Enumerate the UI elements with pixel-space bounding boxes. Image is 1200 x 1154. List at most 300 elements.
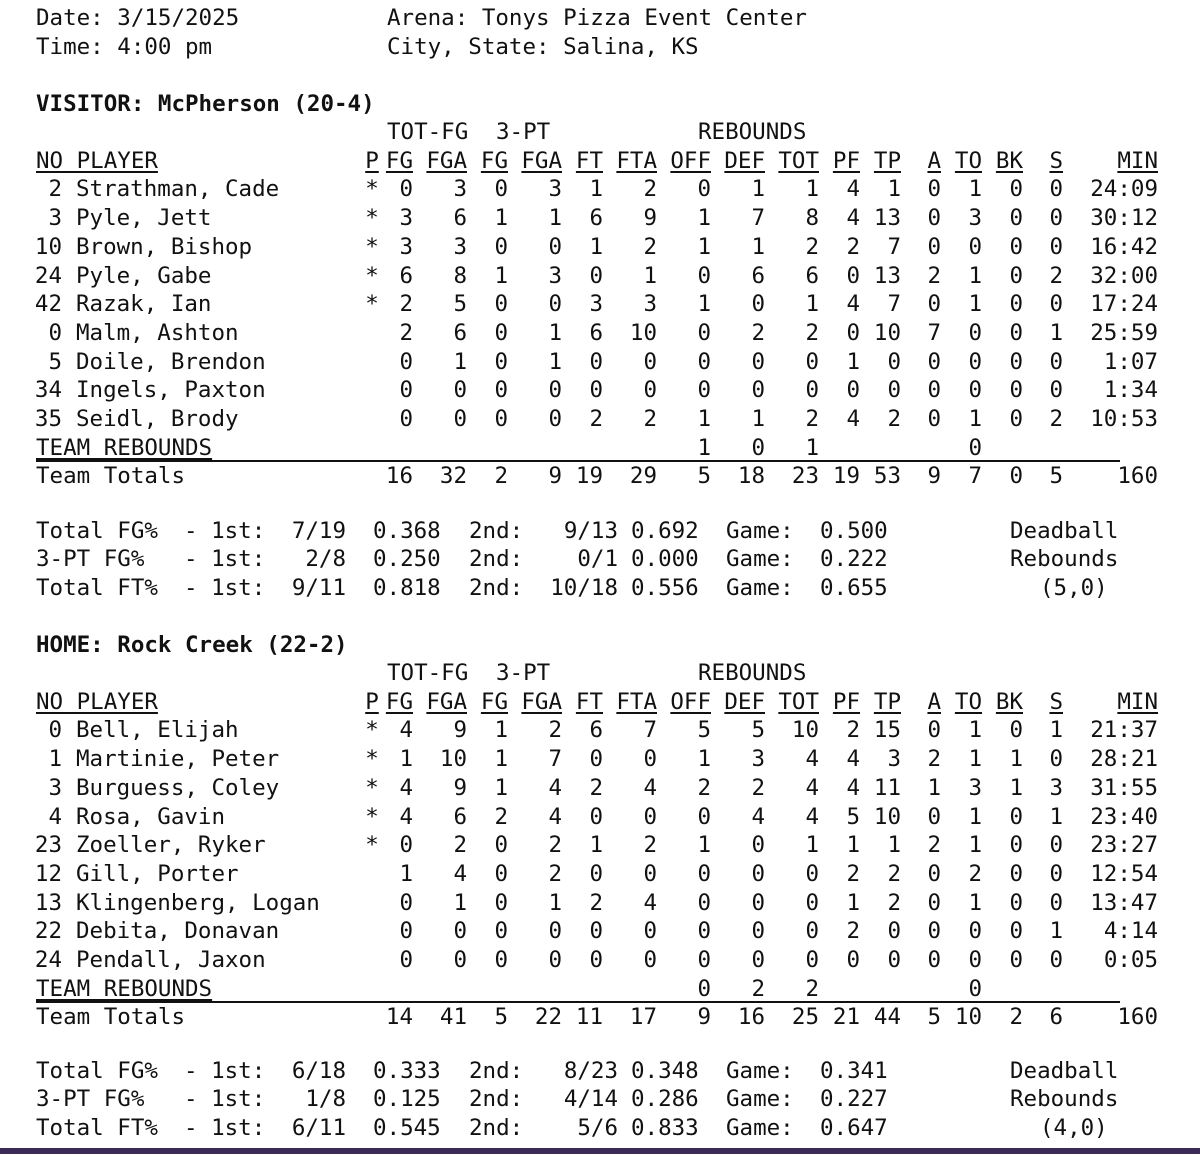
stat-min: 13:47 xyxy=(1090,889,1158,916)
player-row xyxy=(0,831,1200,859)
stat-fga: 9 xyxy=(453,774,467,801)
player-name: Seidl, Brody xyxy=(76,406,239,432)
col-min: MIN xyxy=(1117,688,1158,715)
team-reb-tot: 2 xyxy=(805,975,819,1002)
stat-fg: 0 xyxy=(399,889,413,916)
stat-def: 0 xyxy=(751,291,765,318)
stat-fga: 10 xyxy=(439,746,467,773)
stat-bk: 0 xyxy=(1009,406,1023,432)
pct-label: 3-PT FG% xyxy=(36,546,145,573)
player-name: Ingels, Paxton xyxy=(76,377,266,404)
stat-min: 21:37 xyxy=(1090,717,1158,744)
stat-bk: 1 xyxy=(1009,746,1023,773)
first-half-label: - 1st: xyxy=(184,1058,266,1084)
deadball-line-2 xyxy=(0,1085,1200,1113)
player-number: 4 xyxy=(48,803,62,830)
team-rebounds-label: TEAM REBOUNDS xyxy=(36,975,213,1002)
player-name: Rosa, Gavin xyxy=(76,803,226,830)
column-header-row xyxy=(0,147,1200,175)
stat-min: 16:42 xyxy=(1090,233,1158,260)
stat-fg: 3 xyxy=(399,205,413,232)
first-half-label: - 1st: xyxy=(184,546,266,573)
total-bk: 0 xyxy=(1009,463,1023,490)
player-number: 35 xyxy=(34,406,62,432)
stat-fga: 0 xyxy=(453,947,467,973)
stat-fta: 0 xyxy=(643,803,657,830)
deadball-rebounds-label: Rebounds xyxy=(1010,1086,1119,1113)
stat-def: 1 xyxy=(751,176,765,203)
game-date: Date: 3/15/2025 xyxy=(36,5,240,31)
stat-tp: 7 xyxy=(887,233,901,260)
stat-fta: 2 xyxy=(643,832,657,859)
stat-a: 0 xyxy=(927,233,941,260)
stat-bk: 0 xyxy=(1009,860,1023,887)
first-half-made-att: 6/18 xyxy=(291,1058,346,1084)
col-pf: PF xyxy=(832,688,860,715)
stat-fga3: 4 xyxy=(548,774,562,801)
stat-off: 0 xyxy=(697,176,711,203)
second-half-made-att: 8/23 xyxy=(563,1058,618,1084)
player-row xyxy=(0,376,1200,404)
col-pf: PF xyxy=(832,147,860,174)
stat-min: 1:07 xyxy=(1103,348,1158,375)
stat-to: 1 xyxy=(968,889,982,916)
game-label: Game: xyxy=(726,518,794,544)
total-min: 160 xyxy=(1117,1004,1158,1031)
stat-tp: 1 xyxy=(887,176,901,203)
stat-to: 3 xyxy=(968,774,982,801)
stat-tp: 13 xyxy=(873,262,901,289)
stat-to: 1 xyxy=(968,803,982,830)
player-number: 5 xyxy=(48,348,62,375)
total-s: 5 xyxy=(1049,463,1063,490)
stat-a: 2 xyxy=(927,832,941,859)
second-half-pct: 0.692 xyxy=(631,518,699,544)
stat-s: 0 xyxy=(1049,176,1063,203)
stat-min: 0:05 xyxy=(1103,947,1158,973)
player-number: 0 xyxy=(48,717,62,744)
stat-s: 1 xyxy=(1049,803,1063,830)
stat-a: 0 xyxy=(927,348,941,375)
stat-off: 0 xyxy=(697,947,711,973)
stat-min: 31:55 xyxy=(1090,774,1158,801)
stat-fta: 0 xyxy=(643,947,657,973)
deadball-line-3 xyxy=(0,574,1200,602)
stat-tot: 0 xyxy=(805,348,819,375)
stat-s: 0 xyxy=(1049,348,1063,375)
player-row xyxy=(0,917,1200,945)
stat-tot: 2 xyxy=(805,319,819,346)
stat-pf: 4 xyxy=(846,291,860,318)
stat-fta: 1 xyxy=(643,262,657,289)
stat-pf: 2 xyxy=(846,717,860,744)
first-half-made-att: 7/19 xyxy=(291,518,346,544)
stat-fta: 2 xyxy=(643,233,657,260)
stat-ft: 0 xyxy=(589,803,603,830)
stat-off: 0 xyxy=(697,860,711,887)
col-to: TO xyxy=(954,688,982,715)
stat-fta: 0 xyxy=(643,918,657,945)
col-fg: FG xyxy=(385,147,413,174)
player-number: 23 xyxy=(34,832,62,859)
stat-pf: 4 xyxy=(846,205,860,232)
stat-fga3: 1 xyxy=(548,348,562,375)
stat-ft: 1 xyxy=(589,233,603,260)
player-number: 24 xyxy=(34,262,62,289)
total-fg3: 2 xyxy=(494,463,508,490)
stat-fga: 5 xyxy=(453,291,467,318)
stat-def: 0 xyxy=(751,889,765,916)
stat-a: 0 xyxy=(927,889,941,916)
stat-fga3: 2 xyxy=(548,717,562,744)
stat-bk: 0 xyxy=(1009,832,1023,859)
stat-def: 0 xyxy=(751,377,765,404)
stat-off: 0 xyxy=(697,319,711,346)
stat-ft: 2 xyxy=(589,406,603,432)
stat-a: 2 xyxy=(927,746,941,773)
stat-fg: 0 xyxy=(399,348,413,375)
col-fga: FGA xyxy=(426,147,467,174)
stat-fta: 9 xyxy=(643,205,657,232)
visitor-title: VISITOR: McPherson (20-4) xyxy=(36,91,375,117)
stat-def: 5 xyxy=(751,717,765,744)
stat-fga3: 0 xyxy=(548,377,562,404)
stat-def: 0 xyxy=(751,918,765,945)
stat-p: * xyxy=(365,717,379,744)
stat-def: 7 xyxy=(751,205,765,232)
pct-label: Total FG% xyxy=(36,518,158,544)
player-name: Brown, Bishop xyxy=(76,233,253,260)
stat-tot: 2 xyxy=(805,233,819,260)
total-fga3: 22 xyxy=(534,1004,562,1031)
stat-bk: 0 xyxy=(1009,205,1023,232)
first-half-label: - 1st: xyxy=(184,518,266,544)
stat-fga3: 0 xyxy=(548,947,562,973)
total-fg: 16 xyxy=(385,463,413,490)
stat-off: 5 xyxy=(697,717,711,744)
player-row xyxy=(0,716,1200,744)
stat-pf: 4 xyxy=(846,176,860,203)
team-reb-def: 0 xyxy=(751,434,765,461)
stat-p: * xyxy=(365,205,379,232)
header-row-2 xyxy=(0,33,699,61)
player-name: Klingenberg, Logan xyxy=(76,889,320,916)
stat-fg: 0 xyxy=(399,176,413,203)
col-fga: FGA xyxy=(426,688,467,715)
stat-tp: 0 xyxy=(887,947,901,973)
column-header-row xyxy=(0,688,1200,716)
stat-tot: 4 xyxy=(805,746,819,773)
player-number: 2 xyxy=(48,176,62,203)
stat-fga: 6 xyxy=(453,803,467,830)
stat-fg3: 0 xyxy=(494,832,508,859)
stat-s: 2 xyxy=(1049,406,1063,432)
first-half-pct: 0.818 xyxy=(373,574,441,601)
stat-fga: 2 xyxy=(453,832,467,859)
stat-s: 1 xyxy=(1049,717,1063,744)
team-totals-label: Team Totals xyxy=(36,463,186,490)
stat-fga: 8 xyxy=(453,262,467,289)
stat-tp: 13 xyxy=(873,205,901,232)
stat-tp: 10 xyxy=(873,803,901,830)
group-rebounds-label: REBOUNDS xyxy=(698,660,807,686)
first-half-pct: 0.545 xyxy=(373,1114,441,1141)
stat-ft: 6 xyxy=(589,205,603,232)
stat-fg3: 0 xyxy=(494,348,508,375)
stat-off: 0 xyxy=(697,262,711,289)
stat-s: 0 xyxy=(1049,947,1063,973)
stat-fga: 9 xyxy=(453,717,467,744)
stat-p: * xyxy=(365,176,379,203)
stat-tot: 0 xyxy=(805,377,819,404)
total-min: 160 xyxy=(1117,463,1158,490)
col-no-player: NO PLAYER xyxy=(36,688,158,715)
stat-pf: 2 xyxy=(846,860,860,887)
second-half-pct: 0.000 xyxy=(631,546,699,573)
stat-tp: 15 xyxy=(873,717,901,744)
player-name: Burguess, Coley xyxy=(76,774,280,801)
stat-a: 7 xyxy=(927,319,941,346)
stat-to: 0 xyxy=(968,319,982,346)
stat-fg3: 0 xyxy=(494,233,508,260)
stat-off: 0 xyxy=(697,889,711,916)
pct-label: 3-PT FG% xyxy=(36,1086,145,1113)
game-pct: 0.655 xyxy=(820,574,888,601)
stat-ft: 3 xyxy=(589,291,603,318)
player-number: 34 xyxy=(34,377,62,404)
first-half-pct: 0.250 xyxy=(373,546,441,573)
stat-fg: 0 xyxy=(399,832,413,859)
stat-ft: 0 xyxy=(589,348,603,375)
stat-tp: 2 xyxy=(887,406,901,432)
col-tp: TP xyxy=(873,147,901,174)
first-half-label: - 1st: xyxy=(184,1086,266,1113)
stat-off: 0 xyxy=(697,918,711,945)
group-tot-fg-label: TOT-FG xyxy=(387,660,469,686)
stat-off: 2 xyxy=(697,774,711,801)
col-p: P xyxy=(365,688,379,715)
stat-fta: 0 xyxy=(643,348,657,375)
stat-s: 0 xyxy=(1049,832,1063,859)
stat-def: 0 xyxy=(751,947,765,973)
stat-fg: 0 xyxy=(399,918,413,945)
stat-fta: 0 xyxy=(643,377,657,404)
player-name: Martinie, Peter xyxy=(76,746,280,773)
player-row xyxy=(0,204,1200,232)
stat-off: 1 xyxy=(697,746,711,773)
stat-pf: 0 xyxy=(846,262,860,289)
stat-fg3: 0 xyxy=(494,947,508,973)
stat-ft: 6 xyxy=(589,319,603,346)
stat-to: 1 xyxy=(968,176,982,203)
stat-min: 10:53 xyxy=(1090,406,1158,432)
col-fta: FTA xyxy=(616,147,657,174)
stat-def: 2 xyxy=(751,319,765,346)
stat-fga: 4 xyxy=(453,860,467,887)
total-ft: 19 xyxy=(575,463,603,490)
first-half-label: - 1st: xyxy=(184,1114,266,1141)
first-half-label: - 1st: xyxy=(184,574,266,601)
stat-ft: 2 xyxy=(589,889,603,916)
second-half-label: 2nd: xyxy=(469,1114,524,1141)
stat-fga3: 7 xyxy=(548,746,562,773)
stat-to: 2 xyxy=(968,860,982,887)
col-min: MIN xyxy=(1117,147,1158,174)
stat-fg: 4 xyxy=(399,717,413,744)
total-to: 7 xyxy=(968,463,982,490)
stat-fta: 7 xyxy=(643,717,657,744)
stat-fg3: 1 xyxy=(494,746,508,773)
pct-label: Total FT% xyxy=(36,574,158,601)
stat-a: 0 xyxy=(927,291,941,318)
stat-ft: 2 xyxy=(589,774,603,801)
stat-min: 24:09 xyxy=(1090,176,1158,203)
second-half-pct: 0.833 xyxy=(631,1114,699,1141)
total-tp: 53 xyxy=(873,463,901,490)
stat-bk: 0 xyxy=(1009,176,1023,203)
group-3pt-label: 3-PT xyxy=(496,660,551,686)
stat-s: 0 xyxy=(1049,233,1063,260)
stat-bk: 0 xyxy=(1009,889,1023,916)
col-fta: FTA xyxy=(616,688,657,715)
stat-bk: 0 xyxy=(1009,377,1023,404)
col-s: S xyxy=(1049,688,1063,715)
stat-bk: 0 xyxy=(1009,233,1023,260)
stat-a: 1 xyxy=(927,774,941,801)
stat-min: 4:14 xyxy=(1103,918,1158,945)
stat-tp: 3 xyxy=(887,746,901,773)
stat-fga3: 0 xyxy=(548,918,562,945)
stat-ft: 1 xyxy=(589,176,603,203)
player-row xyxy=(0,290,1200,318)
stat-fg3: 1 xyxy=(494,262,508,289)
game-pct: 0.500 xyxy=(820,518,888,544)
stat-fga: 0 xyxy=(453,918,467,945)
stat-tot: 6 xyxy=(805,262,819,289)
stat-min: 32:00 xyxy=(1090,262,1158,289)
stat-fg3: 1 xyxy=(494,717,508,744)
stat-fg3: 0 xyxy=(494,860,508,887)
col-def: DEF xyxy=(724,688,765,715)
stat-off: 1 xyxy=(697,291,711,318)
stat-s: 1 xyxy=(1049,319,1063,346)
stat-a: 0 xyxy=(927,205,941,232)
player-number: 22 xyxy=(34,918,62,945)
pct-label: Total FG% xyxy=(36,1058,158,1084)
player-number: 13 xyxy=(34,889,62,916)
stat-fga3: 4 xyxy=(548,803,562,830)
player-row xyxy=(0,262,1200,290)
stat-tot: 0 xyxy=(805,860,819,887)
player-name: Gill, Porter xyxy=(76,860,239,887)
stat-min: 1:34 xyxy=(1103,377,1158,404)
stat-fg: 0 xyxy=(399,377,413,404)
stat-ft: 0 xyxy=(589,947,603,973)
second-half-pct: 0.286 xyxy=(631,1086,699,1113)
game-label: Game: xyxy=(726,574,794,601)
city-state: City, State: Salina, KS xyxy=(387,34,699,60)
stat-to: 0 xyxy=(968,233,982,260)
stat-to: 1 xyxy=(968,291,982,318)
stat-min: 12:54 xyxy=(1090,860,1158,887)
second-half-label: 2nd: xyxy=(469,546,524,573)
col-tot: TOT xyxy=(778,688,819,715)
first-half-made-att: 1/8 xyxy=(305,1086,346,1113)
group-3pt-label: 3-PT xyxy=(496,119,551,145)
col-p: P xyxy=(365,147,379,174)
stat-s: 0 xyxy=(1049,746,1063,773)
stat-p: * xyxy=(365,803,379,830)
stat-p: * xyxy=(365,774,379,801)
stat-tp: 0 xyxy=(887,348,901,375)
stat-tot: 4 xyxy=(805,774,819,801)
player-row xyxy=(0,405,1200,433)
stat-tot: 10 xyxy=(791,717,819,744)
col-no-player: NO PLAYER xyxy=(36,147,158,174)
stat-bk: 0 xyxy=(1009,291,1023,318)
col-bk: BK xyxy=(995,688,1023,715)
player-number: 12 xyxy=(34,860,62,887)
stat-tot: 8 xyxy=(805,205,819,232)
stat-tot: 2 xyxy=(805,406,819,432)
stat-fg: 0 xyxy=(399,406,413,432)
stat-s: 2 xyxy=(1049,262,1063,289)
total-pf: 21 xyxy=(832,1004,860,1031)
player-row xyxy=(0,745,1200,773)
player-row xyxy=(0,348,1200,376)
stat-fga3: 2 xyxy=(548,860,562,887)
stat-bk: 0 xyxy=(1009,262,1023,289)
team-rebounds-label: TEAM REBOUNDS xyxy=(36,434,213,461)
stat-fg3: 1 xyxy=(494,205,508,232)
player-number: 42 xyxy=(34,291,62,318)
col-fg3: FG xyxy=(480,688,508,715)
stat-fga3: 0 xyxy=(548,233,562,260)
total-a: 9 xyxy=(927,463,941,490)
stat-s: 0 xyxy=(1049,291,1063,318)
stat-pf: 0 xyxy=(846,319,860,346)
stat-fga3: 1 xyxy=(548,319,562,346)
stat-fga3: 1 xyxy=(548,889,562,916)
stat-a: 2 xyxy=(927,262,941,289)
total-s: 6 xyxy=(1049,1004,1063,1031)
stat-fta: 2 xyxy=(643,176,657,203)
player-row xyxy=(0,803,1200,831)
stat-fg: 4 xyxy=(399,803,413,830)
stat-p: * xyxy=(365,291,379,318)
arena: Arena: Tonys Pizza Event Center xyxy=(387,5,807,31)
stat-def: 0 xyxy=(751,832,765,859)
game-pct: 0.341 xyxy=(820,1058,888,1084)
deadball-rebounds-value: (5,0) xyxy=(1040,574,1108,601)
total-pf: 19 xyxy=(832,463,860,490)
stat-p: * xyxy=(365,262,379,289)
stat-tot: 1 xyxy=(805,832,819,859)
stat-to: 1 xyxy=(968,717,982,744)
stat-to: 1 xyxy=(968,406,982,432)
stat-off: 1 xyxy=(697,233,711,260)
second-half-made-att: 9/13 xyxy=(563,518,618,544)
total-def: 18 xyxy=(737,463,765,490)
player-number: 24 xyxy=(34,947,62,973)
total-off: 9 xyxy=(697,1004,711,1031)
first-half-made-att: 9/11 xyxy=(291,574,346,601)
stat-min: 28:21 xyxy=(1090,746,1158,773)
game-label: Game: xyxy=(726,1114,794,1141)
stat-fta: 2 xyxy=(643,406,657,432)
stat-tp: 2 xyxy=(887,860,901,887)
player-row xyxy=(0,946,1200,974)
